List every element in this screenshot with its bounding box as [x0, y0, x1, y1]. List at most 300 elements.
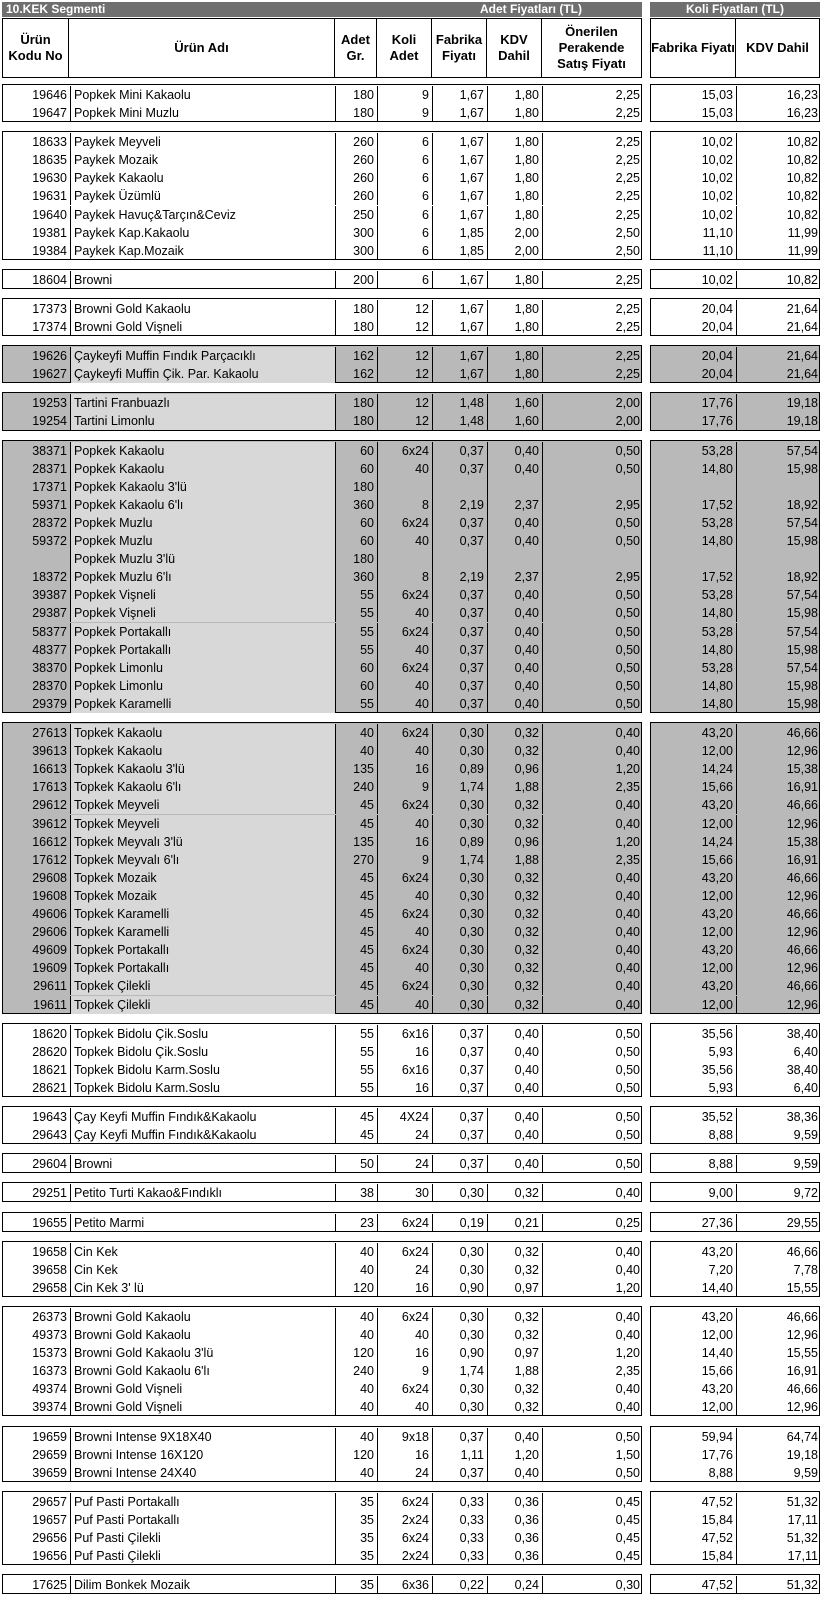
case-factory-price-cell: 10,02: [701, 171, 733, 186]
case-qty-cell: 6x24: [377, 724, 432, 742]
product-name-cell: Browni: [70, 271, 335, 289]
group-left-frame: [2, 1491, 642, 1565]
product-code-cell: 17613: [32, 780, 67, 795]
group-left-frame: [2, 1023, 642, 1097]
case-factory-price-cell: 20,04: [701, 320, 733, 335]
case-price-row: [651, 887, 819, 905]
table-row: [3, 86, 641, 104]
case-price-row: [651, 1493, 819, 1511]
table-row: [3, 1279, 641, 1297]
vat-price-cell: 1,80: [487, 365, 542, 383]
case-vat-price-cell: 15,55: [736, 1279, 821, 1297]
vat-price-cell: 0,40: [487, 442, 542, 460]
vat-price-cell: 2,00: [487, 242, 542, 260]
case-price-row: [651, 242, 819, 260]
table-row: [3, 977, 641, 995]
case-vat-price-cell: 10,82: [736, 271, 821, 289]
table-row: [3, 1576, 641, 1594]
product-name-cell: Browni Intense 9X18X40: [70, 1428, 335, 1446]
table-row: [3, 724, 641, 742]
case-factory-price-cell: 17,76: [701, 414, 733, 429]
product-name-cell: Topkek Bidolu Çik.Soslu: [70, 1025, 335, 1043]
case-factory-price-cell: 5,93: [708, 1080, 733, 1095]
product-name-cell: Paykek Kap.Mozaik: [70, 242, 335, 260]
group-case-frame: [650, 1574, 820, 1594]
table-row: [3, 1398, 641, 1416]
factory-price-cell: 1,67: [432, 133, 487, 151]
case-qty-cell: 6x24: [377, 941, 432, 959]
table-row: [3, 1446, 641, 1464]
vat-price-cell: 0,36: [487, 1511, 542, 1529]
product-name-cell: Topkek Portakallı: [70, 941, 335, 959]
factory-price-cell: 0,33: [432, 1529, 487, 1547]
table-row: [3, 586, 641, 604]
case-factory-price-cell: 8,88: [708, 1465, 733, 1480]
case-qty-cell: 40: [377, 742, 432, 760]
case-vat-price-cell: 15,98: [736, 695, 821, 713]
case-qty-cell: 40: [377, 1398, 432, 1416]
unit-gram-cell: 200: [335, 271, 377, 289]
factory-price-cell: 0,30: [432, 796, 487, 814]
factory-price-cell: 0,89: [432, 833, 487, 851]
case-factory-price-cell: 14,80: [701, 678, 733, 693]
case-vat-price-cell: 19,18: [736, 394, 821, 412]
vat-price-cell: 1,80: [487, 169, 542, 187]
case-factory-price-cell: 15,66: [701, 852, 733, 867]
case-factory-price-cell: 12,00: [701, 997, 733, 1012]
case-qty-cell: 9x18: [377, 1428, 432, 1446]
vat-price-cell: 0,36: [487, 1547, 542, 1565]
table-row: [3, 1184, 641, 1202]
case-price-row: [651, 1326, 819, 1344]
case-vat-price-cell: 57,54: [736, 623, 821, 641]
case-price-row: [651, 532, 819, 550]
table-row: [3, 659, 641, 677]
case-qty-cell: 40: [377, 815, 432, 833]
retail-price-cell: 1,20: [542, 760, 643, 778]
vat-price-cell: 0,32: [487, 1326, 542, 1344]
vat-price-cell: 0,97: [487, 1279, 542, 1297]
case-qty-cell: 16: [377, 1043, 432, 1061]
retail-price-cell: 0,25: [542, 1214, 643, 1232]
vat-price-cell: 1,80: [487, 271, 542, 289]
vat-price-cell: 0,40: [487, 1126, 542, 1144]
product-code-cell: 29659: [32, 1447, 67, 1462]
retail-price-cell: 2,25: [542, 318, 643, 336]
case-qty-cell: 12: [377, 318, 432, 336]
retail-price-cell: 0,50: [542, 586, 643, 604]
factory-price-cell: 1,67: [432, 300, 487, 318]
product-code-cell: 18604: [32, 272, 67, 287]
vat-price-cell: 0,32: [487, 815, 542, 833]
product-name-cell: Petito Turti Kakao&Fındıklı: [70, 1184, 335, 1202]
vat-price-cell: 0,32: [487, 887, 542, 905]
case-price-row: [651, 1126, 819, 1144]
unit-gram-cell: 50: [335, 1155, 377, 1173]
case-factory-price-cell: 12,00: [701, 961, 733, 976]
vat-price-cell: 0,40: [487, 1079, 542, 1097]
retail-price-cell: 0,40: [542, 887, 643, 905]
case-factory-price-cell: 15,66: [701, 1364, 733, 1379]
factory-price-cell: 0,37: [432, 623, 487, 641]
col-header-code: Ürün Kodu No: [2, 18, 69, 78]
case-qty-cell: 40: [377, 887, 432, 905]
case-vat-price-cell: 12,96: [736, 815, 821, 833]
product-name-cell: Popkek Portakallı: [70, 623, 335, 641]
product-name-cell: Popkek Portakallı: [70, 641, 335, 659]
case-vat-price-cell: 12,96: [736, 959, 821, 977]
case-vat-price-cell: 46,66: [736, 1243, 821, 1261]
vat-price-cell: 1,80: [487, 347, 542, 365]
unit-prices-title: Adet Fiyatları (TL): [480, 2, 583, 16]
vat-price-cell: 0,40: [487, 514, 542, 532]
factory-price-cell: 0,37: [432, 677, 487, 695]
case-qty-cell: 6x24: [377, 1529, 432, 1547]
case-price-row: [651, 271, 819, 289]
factory-price-cell: 0,30: [432, 724, 487, 742]
product-name-cell: Browni Gold Kakaolu 6'lı: [70, 1362, 335, 1380]
table-row: [3, 1261, 641, 1279]
case-vat-price-cell: 15,98: [736, 604, 821, 622]
case-price-row: [651, 996, 819, 1014]
case-vat-price-cell: 16,91: [736, 778, 821, 796]
product-name-cell: Topkek Çilekli: [70, 977, 335, 995]
retail-price-cell: 0,40: [542, 996, 643, 1014]
unit-gram-cell: 120: [335, 1279, 377, 1297]
retail-price-cell: 0,40: [542, 724, 643, 742]
retail-price-cell: 2,95: [542, 568, 643, 586]
table-row: [3, 796, 641, 814]
product-code-cell: 26373: [32, 1309, 67, 1324]
unit-gram-cell: 40: [335, 1308, 377, 1326]
case-factory-price-cell: 14,80: [701, 461, 733, 476]
case-qty-cell: 6x24: [377, 1308, 432, 1326]
table-row: [3, 365, 641, 383]
retail-price-cell: [542, 478, 643, 496]
group-case-frame: [650, 1212, 820, 1232]
table-row: [3, 133, 641, 151]
case-price-row: [651, 869, 819, 887]
case-qty-cell: 40: [377, 604, 432, 622]
factory-price-cell: 0,33: [432, 1511, 487, 1529]
factory-price-cell: 0,30: [432, 815, 487, 833]
product-name-cell: Paykek Meyveli: [70, 133, 335, 151]
retail-price-cell: 0,30: [542, 1576, 643, 1594]
table-row: [3, 1380, 641, 1398]
retail-price-cell: 2,25: [542, 271, 643, 289]
case-vat-price-cell: 21,64: [736, 300, 821, 318]
case-factory-price-cell: 12,00: [701, 744, 733, 759]
group-case-frame: [650, 1491, 820, 1565]
case-factory-price-cell: 47,52: [701, 1530, 733, 1545]
retail-price-cell: 2,25: [542, 347, 643, 365]
case-price-row: [651, 133, 819, 151]
vat-price-cell: 2,37: [487, 568, 542, 586]
product-code-cell: 19608: [32, 888, 67, 903]
product-name-cell: Topkek Kakaolu 3'lü: [70, 760, 335, 778]
group-case-frame: [650, 392, 820, 430]
product-code-cell: 19659: [32, 1429, 67, 1444]
product-code-cell: 19627: [32, 367, 67, 382]
product-code-cell: 18372: [32, 570, 67, 585]
table-row: [3, 851, 641, 869]
product-code-cell: 28620: [32, 1044, 67, 1059]
product-code-cell: 59371: [32, 497, 67, 512]
case-factory-price-cell: 43,20: [701, 943, 733, 958]
factory-price-cell: 1,48: [432, 412, 487, 430]
factory-price-cell: 1,74: [432, 851, 487, 869]
table-row: [3, 550, 641, 568]
vat-price-cell: 0,32: [487, 724, 542, 742]
table-row: [3, 833, 641, 851]
unit-gram-cell: 45: [335, 923, 377, 941]
case-factory-price-cell: 43,20: [701, 907, 733, 922]
table-row: [3, 923, 641, 941]
retail-price-cell: 2,50: [542, 224, 643, 242]
unit-gram-cell: 60: [335, 460, 377, 478]
retail-price-cell: 0,50: [542, 1464, 643, 1482]
case-vat-price-cell: 10,82: [736, 151, 821, 169]
group-case-frame: [650, 1182, 820, 1202]
factory-price-cell: 0,37: [432, 1025, 487, 1043]
unit-gram-cell: 180: [335, 86, 377, 104]
vat-price-cell: 1,80: [487, 300, 542, 318]
unit-gram-cell: 45: [335, 1126, 377, 1144]
case-price-row: [651, 742, 819, 760]
case-factory-price-cell: 8,88: [708, 1157, 733, 1172]
vat-price-cell: 0,32: [487, 869, 542, 887]
case-qty-cell: 6: [377, 151, 432, 169]
product-name-cell: Popkek Muzlu: [70, 532, 335, 550]
case-price-row: [651, 677, 819, 695]
table-row: [3, 460, 641, 478]
case-vat-price-cell: 12,96: [736, 923, 821, 941]
product-name-cell: Popkek Kakaolu 3'lü: [70, 478, 335, 496]
unit-gram-cell: 60: [335, 514, 377, 532]
col-header-retail: Önerilen Perakende Satış Fiyatı: [541, 18, 642, 78]
group-left-frame: [2, 722, 642, 1014]
product-name-cell: Topkek Karamelli: [70, 905, 335, 923]
case-price-row: [651, 442, 819, 460]
table-row: [3, 695, 641, 713]
factory-price-cell: 0,37: [432, 1428, 487, 1446]
case-price-row: [651, 941, 819, 959]
case-factory-price-cell: 15,66: [701, 780, 733, 795]
case-qty-cell: 16: [377, 1344, 432, 1362]
group-case-frame: [650, 1241, 820, 1297]
product-code-cell: 29387: [32, 606, 67, 621]
case-qty-cell: 6x24: [377, 1380, 432, 1398]
case-qty-cell: 6: [377, 224, 432, 242]
case-prices-title: Koli Fiyatları (TL): [685, 2, 784, 16]
factory-price-cell: 0,37: [432, 460, 487, 478]
product-code-cell: 19381: [32, 225, 67, 240]
factory-price-cell: 1,85: [432, 242, 487, 260]
case-factory-price-cell: 14,40: [701, 1346, 733, 1361]
product-name-cell: Topkek Meyveli: [70, 796, 335, 814]
unit-gram-cell: 55: [335, 586, 377, 604]
factory-price-cell: 0,90: [432, 1344, 487, 1362]
case-factory-price-cell: 10,02: [701, 272, 733, 287]
vat-price-cell: 0,24: [487, 1576, 542, 1594]
unit-gram-cell: 40: [335, 1261, 377, 1279]
product-name-cell: Çaykeyfi Muffin Çik. Par. Kakaolu: [70, 365, 335, 383]
case-vat-price-cell: 12,96: [736, 996, 821, 1014]
case-price-row: [651, 1184, 819, 1202]
case-vat-price-cell: 46,66: [736, 941, 821, 959]
group-left-frame: [2, 1426, 642, 1482]
vat-price-cell: 1,80: [487, 104, 542, 122]
product-name-cell: Browni Gold Vişneli: [70, 1380, 335, 1398]
product-name-cell: Popkek Muzlu 3'lü: [70, 550, 335, 568]
product-code-cell: [3, 550, 70, 568]
case-factory-price-cell: 43,20: [701, 870, 733, 885]
case-price-row: [651, 977, 819, 995]
factory-price-cell: 0,37: [432, 604, 487, 622]
case-qty-cell: 6x24: [377, 1493, 432, 1511]
factory-price-cell: 0,30: [432, 1261, 487, 1279]
group-case-frame: [650, 131, 820, 260]
retail-price-cell: 0,50: [542, 1061, 643, 1079]
product-name-cell: Popkek Vişneli: [70, 586, 335, 604]
unit-gram-cell: 40: [335, 1428, 377, 1446]
product-name-cell: Popkek Kakaolu: [70, 442, 335, 460]
table-row: [3, 1155, 641, 1173]
product-code-cell: 28372: [32, 515, 67, 530]
case-vat-price-cell: 21,64: [736, 318, 821, 336]
factory-price-cell: 0,30: [432, 977, 487, 995]
unit-gram-cell: 40: [335, 1326, 377, 1344]
product-name-cell: Browni: [70, 1155, 335, 1173]
retail-price-cell: 2,35: [542, 851, 643, 869]
unit-gram-cell: 180: [335, 394, 377, 412]
retail-price-cell: 2,00: [542, 394, 643, 412]
case-price-row: [651, 496, 819, 514]
factory-price-cell: [432, 478, 487, 496]
vat-price-cell: 0,96: [487, 760, 542, 778]
retail-price-cell: 0,50: [542, 695, 643, 713]
case-price-row: [651, 1308, 819, 1326]
product-code-cell: 16373: [32, 1364, 67, 1379]
product-code-cell: 18621: [32, 1062, 67, 1077]
case-vat-price-cell: 16,23: [736, 86, 821, 104]
retail-price-cell: 0,50: [542, 623, 643, 641]
case-price-row: [651, 833, 819, 851]
case-price-row: [651, 318, 819, 336]
case-qty-cell: 12: [377, 347, 432, 365]
factory-price-cell: 0,33: [432, 1493, 487, 1511]
vat-price-cell: 0,40: [487, 586, 542, 604]
case-price-row: [651, 1214, 819, 1232]
product-code-cell: 29656: [32, 1530, 67, 1545]
unit-gram-cell: 45: [335, 977, 377, 995]
case-factory-price-cell: 12,00: [701, 1327, 733, 1342]
case-qty-cell: 8: [377, 568, 432, 586]
retail-price-cell: 0,40: [542, 869, 643, 887]
unit-gram-cell: 40: [335, 1398, 377, 1416]
retail-price-cell: 0,45: [542, 1511, 643, 1529]
table-row: [3, 532, 641, 550]
vat-price-cell: 0,32: [487, 1261, 542, 1279]
case-qty-cell: 16: [377, 1079, 432, 1097]
case-qty-cell: 6x16: [377, 1061, 432, 1079]
product-code-cell: 19658: [32, 1244, 67, 1259]
case-factory-price-cell: 10,02: [701, 153, 733, 168]
case-factory-price-cell: 14,80: [701, 642, 733, 657]
unit-gram-cell: 45: [335, 796, 377, 814]
case-factory-price-cell: 35,52: [701, 1110, 733, 1125]
factory-price-cell: 0,30: [432, 923, 487, 941]
retail-price-cell: 2,25: [542, 169, 643, 187]
product-name-cell: Çaykeyfi Muffin Fındık Parçacıklı: [70, 347, 335, 365]
product-name-cell: Browni Intense 24X40: [70, 1464, 335, 1482]
table-row: [3, 151, 641, 169]
group-left-frame: [2, 131, 642, 260]
case-qty-cell: 6x24: [377, 659, 432, 677]
case-vat-price-cell: 46,66: [736, 1380, 821, 1398]
product-name-cell: Browni Gold Kakaolu: [70, 1308, 335, 1326]
case-factory-price-cell: 14,80: [701, 606, 733, 621]
retail-price-cell: 0,50: [542, 460, 643, 478]
case-vat-price-cell: 51,32: [736, 1529, 821, 1547]
retail-price-cell: 2,25: [542, 206, 643, 224]
product-name-cell: Popkek Muzlu 6'lı: [70, 568, 335, 586]
retail-price-cell: 0,50: [542, 1126, 643, 1144]
case-factory-price-cell: 11,10: [702, 225, 733, 240]
unit-gram-cell: 45: [335, 869, 377, 887]
product-code-cell: 29608: [32, 870, 67, 885]
vat-price-cell: 1,88: [487, 851, 542, 869]
vat-price-cell: 1,60: [487, 412, 542, 430]
product-code-cell: 19630: [32, 171, 67, 186]
table-row: [3, 442, 641, 460]
product-name-cell: Paykek Kap.Kakaolu: [70, 224, 335, 242]
group-left-frame: [2, 345, 642, 383]
group-left-frame: [2, 392, 642, 430]
factory-price-cell: 0,30: [432, 1398, 487, 1416]
product-name-cell: Topkek Meyveli: [70, 815, 335, 833]
unit-gram-cell: 45: [335, 815, 377, 833]
case-qty-cell: 9: [377, 851, 432, 869]
case-qty-cell: 9: [377, 778, 432, 796]
group-left-frame: [2, 298, 642, 336]
unit-gram-cell: 270: [335, 851, 377, 869]
vat-price-cell: 0,40: [487, 1061, 542, 1079]
retail-price-cell: 0,50: [542, 659, 643, 677]
case-price-row: [651, 1547, 819, 1565]
table-row: [3, 271, 641, 289]
product-name-cell: Topkek Kakaolu: [70, 724, 335, 742]
case-qty-cell: 6: [377, 242, 432, 260]
product-name-cell: Topkek Portakallı: [70, 959, 335, 977]
case-vat-price-cell: 46,66: [736, 1308, 821, 1326]
unit-gram-cell: 300: [335, 224, 377, 242]
factory-price-cell: 0,37: [432, 695, 487, 713]
unit-gram-cell: 180: [335, 550, 377, 568]
case-qty-cell: 6x24: [377, 586, 432, 604]
unit-gram-cell: 45: [335, 887, 377, 905]
unit-gram-cell: 55: [335, 604, 377, 622]
product-code-cell: 29251: [32, 1186, 67, 1201]
table-row: [3, 412, 641, 430]
case-factory-price-cell: 12,00: [701, 925, 733, 940]
table-row: [3, 1428, 641, 1446]
table-row: [3, 677, 641, 695]
factory-price-cell: 1,11: [432, 1446, 487, 1464]
vat-price-cell: 0,40: [487, 1155, 542, 1173]
case-vat-price-cell: 7,78: [736, 1261, 821, 1279]
case-qty-cell: 6x36: [377, 1576, 432, 1594]
